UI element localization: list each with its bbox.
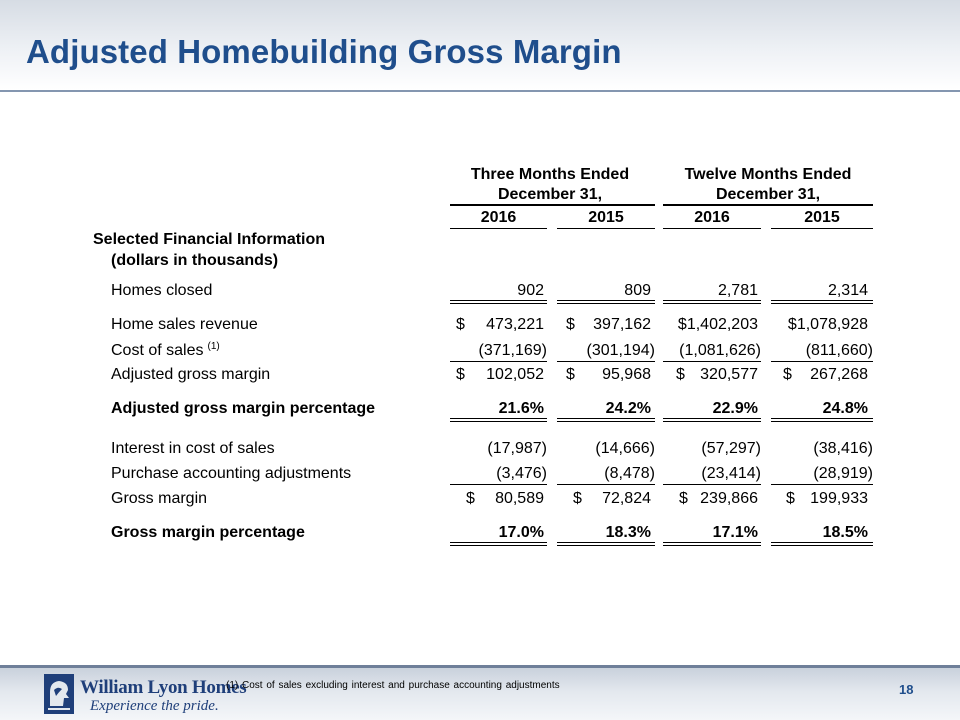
row-value: $1,078,928 bbox=[787, 316, 868, 333]
single-underline bbox=[450, 361, 547, 362]
page-number: 18 bbox=[899, 682, 914, 697]
row-value: 18.5% bbox=[822, 524, 868, 541]
double-underline bbox=[450, 300, 547, 304]
row-value: 21.6% bbox=[498, 400, 544, 417]
row-label: Gross margin percentage bbox=[111, 524, 305, 541]
row-value: 267,268 bbox=[810, 366, 868, 383]
row-value: (14,666) bbox=[595, 440, 655, 457]
row-value: (17,987) bbox=[487, 440, 547, 457]
row-label: Adjusted gross margin bbox=[111, 366, 271, 383]
row-value: 24.2% bbox=[605, 400, 651, 417]
year-underline bbox=[663, 228, 761, 229]
row-value: (28,919) bbox=[813, 465, 873, 482]
double-underline bbox=[771, 300, 873, 304]
footnote: (1) Cost of sales excluding interest and purchase accounting adjustments bbox=[226, 680, 560, 691]
row-label: Adjusted gross margin percentage bbox=[111, 400, 376, 417]
row-value: (811,660) bbox=[805, 342, 873, 359]
row-label bbox=[111, 342, 220, 360]
group-underline-twelve-months bbox=[663, 204, 873, 206]
double-underline bbox=[450, 542, 547, 546]
row-value: (8,478) bbox=[604, 465, 655, 482]
double-underline bbox=[663, 542, 761, 546]
single-underline bbox=[771, 484, 873, 485]
row-value: 18.3% bbox=[605, 524, 651, 541]
row-value: 17.1% bbox=[712, 524, 758, 541]
single-underline bbox=[557, 361, 655, 362]
row-label: Gross margin bbox=[111, 490, 208, 507]
row-value: 72,824 bbox=[602, 490, 651, 507]
row-value: (23,414) bbox=[701, 465, 761, 482]
row-value: (371,169) bbox=[478, 342, 547, 359]
group-header-three-months-line1: Three Months Ended bbox=[470, 166, 630, 183]
year-header: 2015 bbox=[588, 209, 624, 226]
single-underline bbox=[663, 361, 761, 362]
row-label-text: Cost of sales bbox=[111, 342, 204, 359]
row-value: (301,194) bbox=[586, 342, 655, 359]
footnote-marker: (1) bbox=[207, 340, 220, 352]
row-value: 239,866 bbox=[700, 490, 758, 507]
row-value: (1,081,626) bbox=[679, 342, 761, 359]
year-underline bbox=[771, 228, 873, 229]
currency-symbol: $ bbox=[566, 366, 575, 383]
section-sublabel: (dollars in thousands) bbox=[111, 252, 279, 269]
single-underline bbox=[450, 484, 547, 485]
currency-symbol: $ bbox=[679, 490, 688, 507]
double-underline bbox=[771, 418, 873, 422]
row-value: $1,402,203 bbox=[677, 316, 758, 333]
double-underline bbox=[663, 418, 761, 422]
row-value: 95,968 bbox=[602, 366, 651, 383]
row-value: 102,052 bbox=[486, 366, 544, 383]
row-value: 80,589 bbox=[495, 490, 544, 507]
double-underline bbox=[771, 542, 873, 546]
group-underline-three-months bbox=[450, 204, 655, 206]
double-underline bbox=[557, 300, 655, 304]
year-header: 2016 bbox=[694, 209, 730, 226]
year-underline bbox=[450, 228, 547, 229]
lion-logo-icon bbox=[44, 674, 74, 714]
row-value: 199,933 bbox=[810, 490, 868, 507]
row-value: (57,297) bbox=[701, 440, 761, 457]
row-value: 902 bbox=[517, 282, 544, 299]
single-underline bbox=[663, 484, 761, 485]
group-header-twelve-months-line1: Twelve Months Ended bbox=[684, 166, 852, 183]
page-title: Adjusted Homebuilding Gross Margin bbox=[26, 33, 622, 70]
row-value: (38,416) bbox=[813, 440, 873, 457]
currency-symbol: $ bbox=[786, 490, 795, 507]
double-underline bbox=[663, 300, 761, 304]
currency-symbol: $ bbox=[456, 316, 465, 333]
double-underline bbox=[557, 418, 655, 422]
row-label: Home sales revenue bbox=[111, 316, 258, 333]
group-header-twelve-months-line2: December 31, bbox=[715, 186, 821, 203]
year-underline bbox=[557, 228, 655, 229]
single-underline bbox=[557, 484, 655, 485]
year-header: 2016 bbox=[480, 209, 517, 226]
company-tagline: Experience the pride. bbox=[90, 698, 219, 714]
currency-symbol: $ bbox=[566, 316, 575, 333]
company-name: William Lyon Homes bbox=[80, 677, 247, 698]
row-value: (3,476) bbox=[496, 465, 547, 482]
row-value: 809 bbox=[624, 282, 651, 299]
currency-symbol: $ bbox=[676, 366, 685, 383]
row-value: 2,781 bbox=[717, 282, 758, 299]
currency-symbol: $ bbox=[573, 490, 582, 507]
year-header: 2015 bbox=[804, 209, 840, 226]
row-label: Interest in cost of sales bbox=[111, 440, 275, 457]
currency-symbol: $ bbox=[456, 366, 465, 383]
row-value: 473,221 bbox=[486, 316, 544, 333]
row-label: Purchase accounting adjustments bbox=[111, 465, 352, 482]
double-underline bbox=[450, 418, 547, 422]
row-value: 320,577 bbox=[700, 366, 758, 383]
row-value: 17.0% bbox=[498, 524, 544, 541]
row-value: 2,314 bbox=[827, 282, 868, 299]
row-value: 24.8% bbox=[822, 400, 868, 417]
currency-symbol: $ bbox=[783, 366, 792, 383]
row-value: 22.9% bbox=[712, 400, 758, 417]
row-value: 397,162 bbox=[593, 316, 651, 333]
currency-symbol: $ bbox=[466, 490, 475, 507]
single-underline bbox=[771, 361, 873, 362]
row-label: Homes closed bbox=[111, 282, 213, 299]
double-underline bbox=[557, 542, 655, 546]
header-divider bbox=[0, 90, 960, 92]
section-label: Selected Financial Information bbox=[93, 231, 326, 248]
group-header-three-months-line2: December 31, bbox=[497, 186, 603, 203]
